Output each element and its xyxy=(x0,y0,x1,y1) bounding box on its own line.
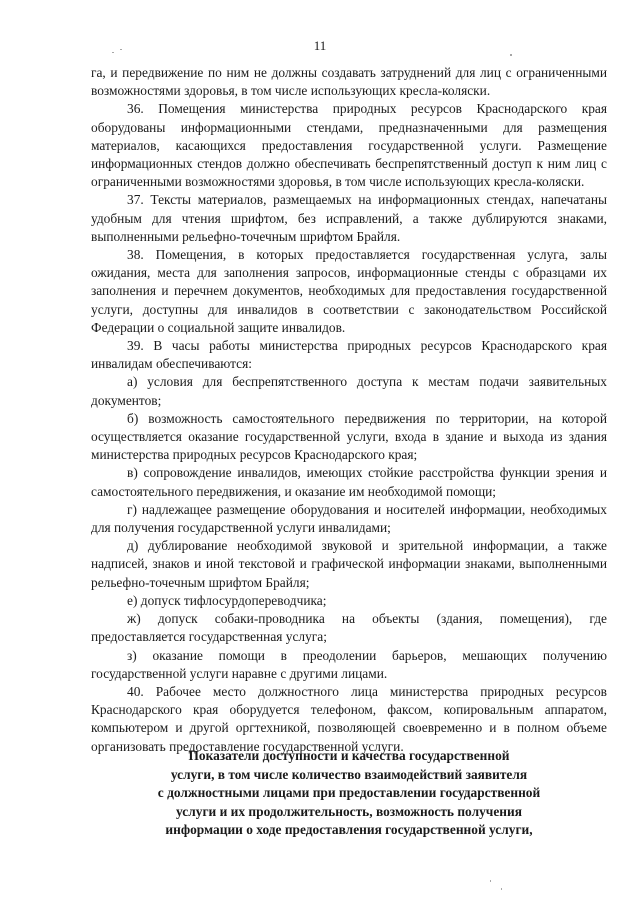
section-heading xyxy=(91,747,607,840)
list-item-e: е) допуск тифлосурдопереводчика; xyxy=(127,592,327,608)
list-item-g: г) надлежащее размещение оборудования и носителей информации, необходимых для получения государственной услуги инвалидами; xyxy=(91,501,607,536)
heading-line: услуги и их продолжительность, возможность получения xyxy=(176,803,522,819)
paragraph-continuation: га, и передвижение по ним не должны создавать затруднений для лиц с ограниченными возможностями здоровья, в том числе использующих кресла-коляски. xyxy=(91,65,607,99)
heading-line: с должностными лицами при предоставлении государственной xyxy=(157,785,541,801)
heading-line: Показатели доступности и качества государственной xyxy=(188,748,510,763)
list-item-z: з) оказание помощи в преодолении барьеров, мешающих получению государственной услуги наравне с другими лицами. xyxy=(91,647,607,681)
scan-speck xyxy=(112,52,114,53)
paragraph-38: 38. Помещения, в которых предоставляется государственная услуга, залы ожидания, места для заполнения запросов, информационные стенды с образцами их заполнения и перечнем документов, необходимых для предоставления государственной услуги, доступны для инвалидов в соответствии с законодательством Российской Федерации о социальной защите инвалидов. xyxy=(91,247,607,335)
heading-line: услуги, в том числе количество взаимодействий заявителя xyxy=(170,766,528,782)
scan-speck xyxy=(510,54,512,56)
scan-speck xyxy=(501,888,502,890)
page-number: 11 xyxy=(313,38,327,53)
list-item-d: д) дублирование необходимой звуковой и зрительной информации, а также надписей, знаков и иной текстовой и графической информации знаками, выполненными рельефно-точечным шрифтом Брайля; xyxy=(91,538,607,590)
scan-speck xyxy=(120,49,122,50)
paragraph-40: 40. Рабочее место должностного лица министерства природных ресурсов Краснодарского края оборудуется телефоном, факсом, копировальным аппаратом, компьютером и другой оргтехникой, позволяющей своевременно и в полном объеме организовать предоставление государственной услуги. xyxy=(91,683,607,754)
list-item-b: б) возможность самостоятельного передвижения по территории, на которой осуществляется оказание государственной услуги, входа в здание и выхода из здания министерства природных ресурсов Краснодарского края; xyxy=(91,410,607,463)
list-item-v: в) сопровождение инвалидов, имеющих стойкие расстройства функции зрения и самостоятельного передвижения, и оказание им необходимой помощи; xyxy=(91,465,607,499)
list-item-zh: ж) допуск собаки-проводника на объекты (здания, помещения), где предоставляется государственная услуга; xyxy=(91,611,607,645)
scan-speck xyxy=(490,880,491,882)
paragraph-39: 39. В часы работы министерства природных ресурсов Краснодарского края инвалидам обеспечиваются: xyxy=(91,338,607,372)
heading-line: информации о ходе предоставления государственной услуги, xyxy=(165,822,533,838)
body-text xyxy=(91,64,607,756)
list-item-a: а) условия для беспрепятственного доступа к местам подачи заявительных документов; xyxy=(91,374,607,408)
paragraph-36: 36. Помещения министерства природных ресурсов Краснодарского края оборудованы информационными стендами, предназначенными для размещения материалов, касающихся предоставления государственной услуги. Размещение информационных стендов должно обеспечивать беспрепятственный доступ к ним лиц с ограниченными возможностями здоровья, в том числе использующих кресла-коляски. xyxy=(91,101,607,190)
paragraph-37: 37. Тексты материалов, размещаемых на информационных стендах, напечатаны удобным для чтения шрифтом, без исправлений, а также дублируются знаками, выполненными рельефно-точечным шрифтом Брайля. xyxy=(91,192,607,244)
